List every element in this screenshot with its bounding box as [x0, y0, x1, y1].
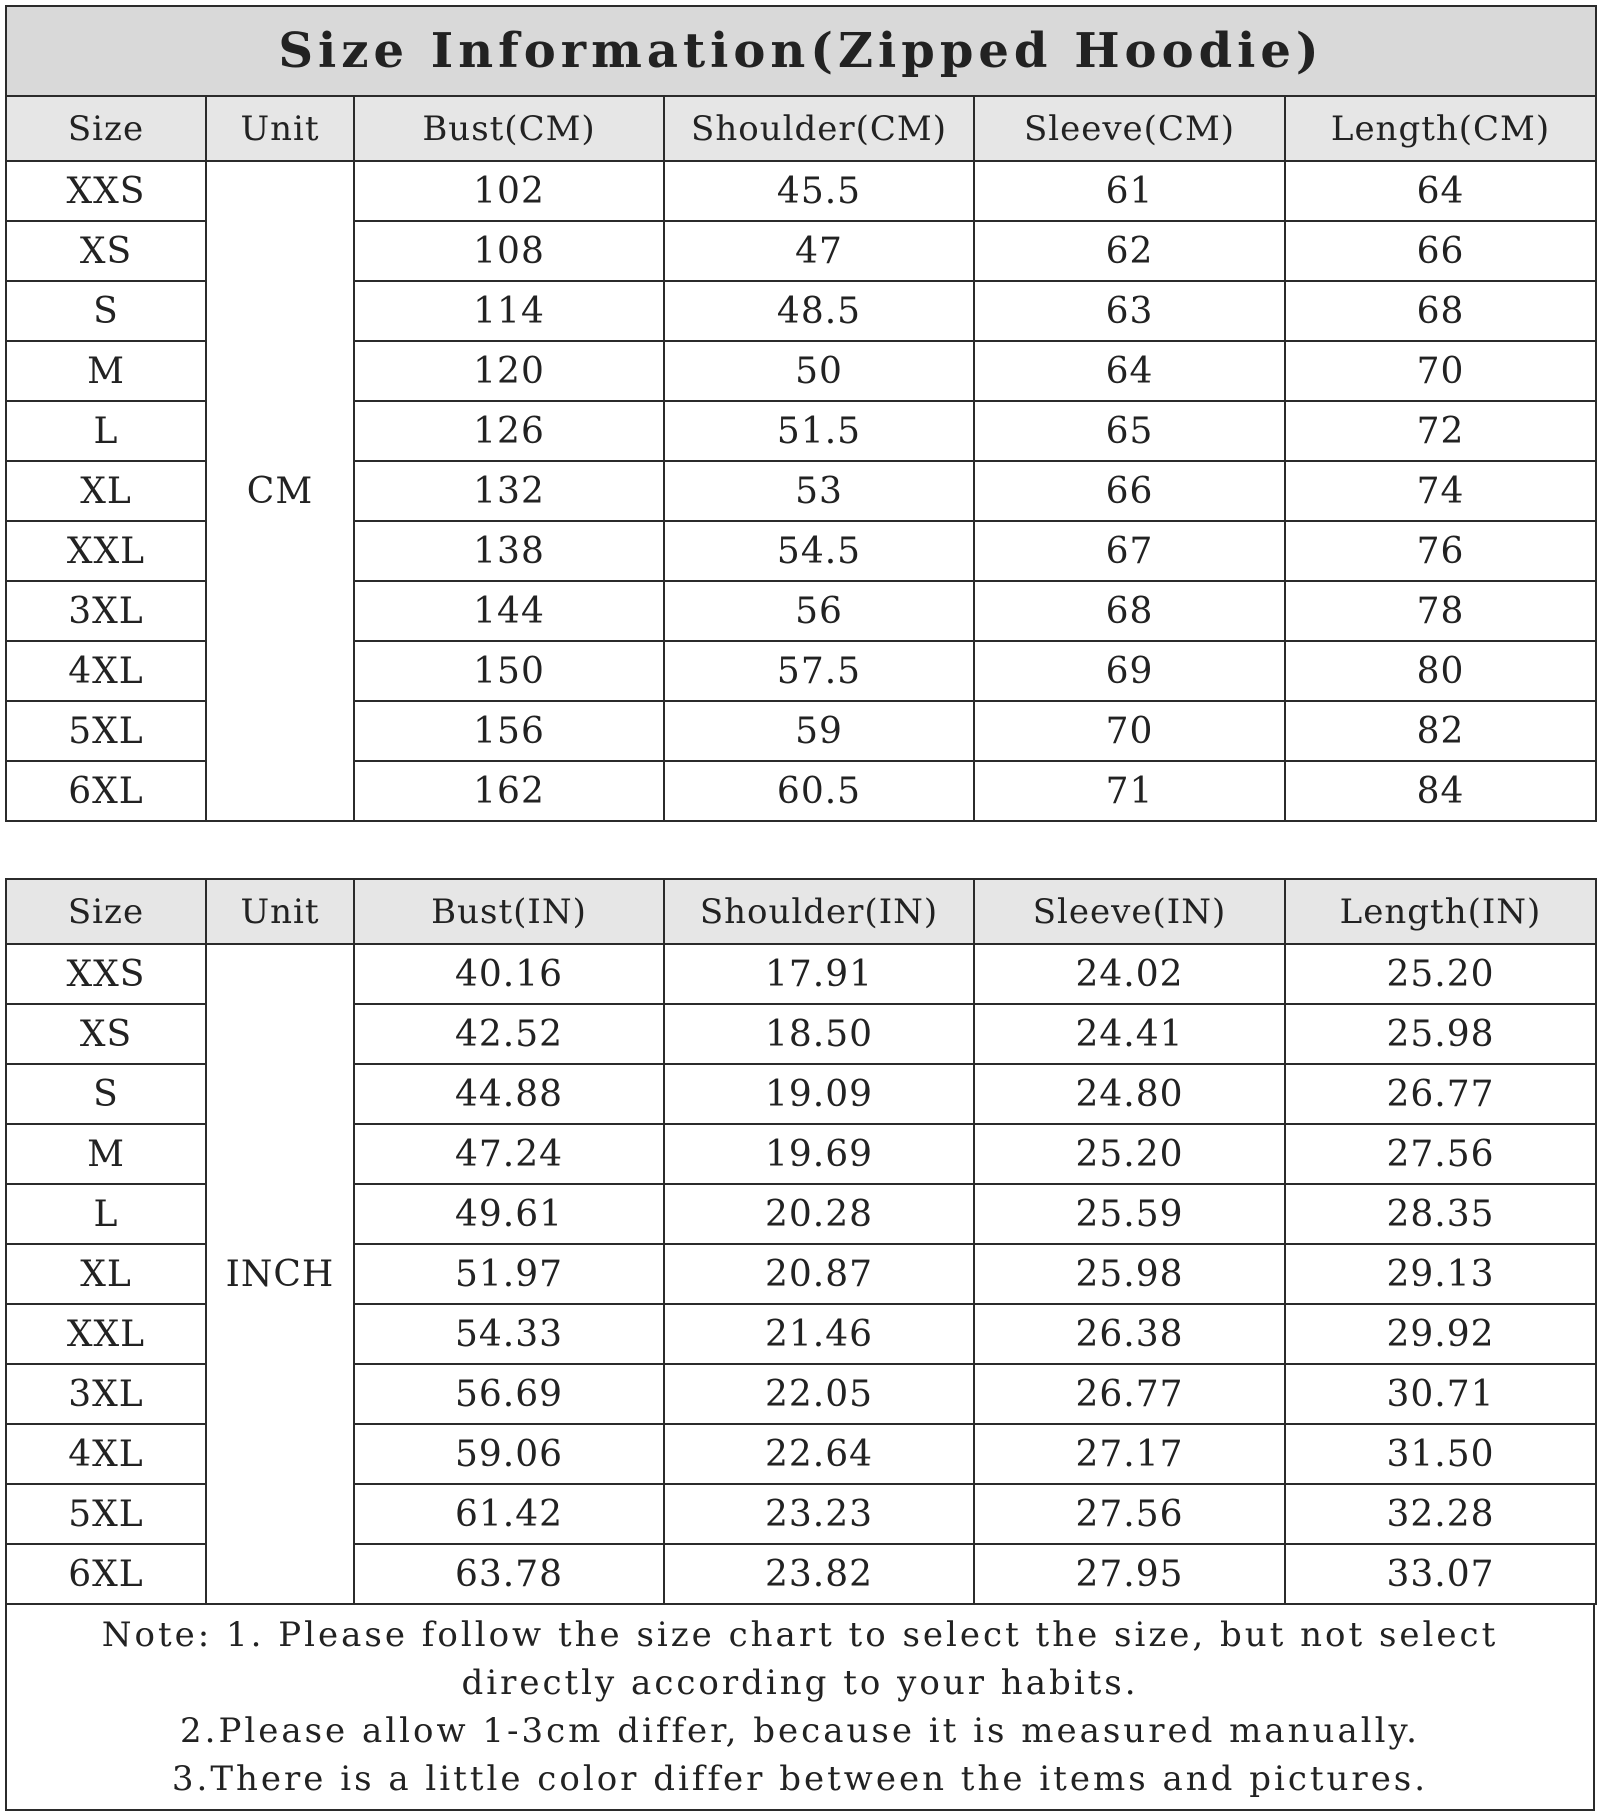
size-cell: S	[6, 1064, 206, 1124]
length-cell: 32.28	[1285, 1484, 1596, 1544]
bust-cell: 138	[354, 521, 664, 581]
inch-size-table	[5, 878, 1597, 1605]
length-cell: 80	[1285, 641, 1596, 701]
size-cell: XS	[6, 1004, 206, 1064]
size-cell: S	[6, 281, 206, 341]
size-cell: 4XL	[6, 1424, 206, 1484]
shoulder-cell: 23.82	[664, 1544, 974, 1604]
shoulder-cell: 20.28	[664, 1184, 974, 1244]
size-cell: 6XL	[6, 761, 206, 821]
column-header-size: Size	[6, 96, 206, 161]
shoulder-cell: 48.5	[664, 281, 974, 341]
shoulder-cell: 22.64	[664, 1424, 974, 1484]
bust-cell: 51.97	[354, 1244, 664, 1304]
bust-cell: 54.33	[354, 1304, 664, 1364]
sleeve-cell: 64	[974, 341, 1285, 401]
bust-cell: 162	[354, 761, 664, 821]
inch-table-body	[6, 944, 1596, 1604]
cm-table-body	[6, 161, 1596, 821]
note-line-2: 2.Please allow 1-3cm differ, because it is measured manually.	[180, 1711, 1420, 1751]
length-cell: 78	[1285, 581, 1596, 641]
table-row	[6, 161, 1596, 221]
shoulder-cell: 19.69	[664, 1124, 974, 1184]
length-cell: 29.13	[1285, 1244, 1596, 1304]
sleeve-cell: 71	[974, 761, 1285, 821]
length-cell: 72	[1285, 401, 1596, 461]
sleeve-cell: 70	[974, 701, 1285, 761]
column-header-sleeve: Sleeve(IN)	[974, 879, 1285, 944]
bust-cell: 102	[354, 161, 664, 221]
shoulder-cell: 53	[664, 461, 974, 521]
shoulder-cell: 57.5	[664, 641, 974, 701]
column-header-shoulder: Shoulder(CM)	[664, 96, 974, 161]
column-header-unit: Unit	[206, 879, 354, 944]
sleeve-cell: 67	[974, 521, 1285, 581]
size-cell: XL	[6, 461, 206, 521]
size-cell: XXS	[6, 944, 206, 1004]
shoulder-cell: 54.5	[664, 521, 974, 581]
sleeve-cell: 24.41	[974, 1004, 1285, 1064]
sleeve-cell: 69	[974, 641, 1285, 701]
length-cell: 84	[1285, 761, 1596, 821]
size-cell: 4XL	[6, 641, 206, 701]
sleeve-cell: 25.98	[974, 1244, 1285, 1304]
bust-cell: 132	[354, 461, 664, 521]
sleeve-cell: 25.59	[974, 1184, 1285, 1244]
table-title: Size Information(Zipped Hoodie)	[6, 6, 1596, 96]
size-cell: 3XL	[6, 581, 206, 641]
size-cell: XXL	[6, 1304, 206, 1364]
sleeve-cell: 66	[974, 461, 1285, 521]
sleeve-cell: 25.20	[974, 1124, 1285, 1184]
length-cell: 25.98	[1285, 1004, 1596, 1064]
length-cell: 82	[1285, 701, 1596, 761]
sleeve-cell: 27.17	[974, 1424, 1285, 1484]
size-cell: M	[6, 341, 206, 401]
cm-size-table-block	[5, 5, 1595, 822]
column-header-size: Size	[6, 879, 206, 944]
column-header-length: Length(IN)	[1285, 879, 1596, 944]
shoulder-cell: 56	[664, 581, 974, 641]
length-cell: 70	[1285, 341, 1596, 401]
shoulder-cell: 17.91	[664, 944, 974, 1004]
sleeve-cell: 27.95	[974, 1544, 1285, 1604]
sleeve-cell: 26.77	[974, 1364, 1285, 1424]
column-header-bust: Bust(IN)	[354, 879, 664, 944]
shoulder-cell: 23.23	[664, 1484, 974, 1544]
length-cell: 76	[1285, 521, 1596, 581]
size-cell: 3XL	[6, 1364, 206, 1424]
shoulder-cell: 47	[664, 221, 974, 281]
bust-cell: 150	[354, 641, 664, 701]
bust-cell: 40.16	[354, 944, 664, 1004]
shoulder-cell: 18.50	[664, 1004, 974, 1064]
length-cell: 31.50	[1285, 1424, 1596, 1484]
sleeve-cell: 63	[974, 281, 1285, 341]
size-cell: 5XL	[6, 701, 206, 761]
sleeve-cell: 62	[974, 221, 1285, 281]
length-cell: 30.71	[1285, 1364, 1596, 1424]
bust-cell: 144	[354, 581, 664, 641]
size-cell: XL	[6, 1244, 206, 1304]
bust-cell: 61.42	[354, 1484, 664, 1544]
length-cell: 27.56	[1285, 1124, 1596, 1184]
bust-cell: 126	[354, 401, 664, 461]
length-cell: 33.07	[1285, 1544, 1596, 1604]
length-cell: 68	[1285, 281, 1596, 341]
bust-cell: 63.78	[354, 1544, 664, 1604]
size-cell: M	[6, 1124, 206, 1184]
bust-cell: 59.06	[354, 1424, 664, 1484]
length-cell: 26.77	[1285, 1064, 1596, 1124]
length-cell: 29.92	[1285, 1304, 1596, 1364]
unit-cell: CM	[206, 161, 354, 821]
sleeve-cell: 26.38	[974, 1304, 1285, 1364]
length-cell: 28.35	[1285, 1184, 1596, 1244]
inch-header-row	[6, 879, 1596, 944]
length-cell: 66	[1285, 221, 1596, 281]
length-cell: 64	[1285, 161, 1596, 221]
cm-size-table	[5, 5, 1597, 822]
bust-cell: 156	[354, 701, 664, 761]
bust-cell: 47.24	[354, 1124, 664, 1184]
length-cell: 74	[1285, 461, 1596, 521]
shoulder-cell: 59	[664, 701, 974, 761]
size-cell: L	[6, 401, 206, 461]
shoulder-cell: 45.5	[664, 161, 974, 221]
shoulder-cell: 60.5	[664, 761, 974, 821]
size-cell: XXS	[6, 161, 206, 221]
bust-cell: 108	[354, 221, 664, 281]
column-header-unit: Unit	[206, 96, 354, 161]
bust-cell: 114	[354, 281, 664, 341]
sleeve-cell: 65	[974, 401, 1285, 461]
sleeve-cell: 24.80	[974, 1064, 1285, 1124]
inch-size-table-block	[5, 878, 1595, 1811]
column-header-shoulder: Shoulder(IN)	[664, 879, 974, 944]
length-cell: 25.20	[1285, 944, 1596, 1004]
bust-cell: 44.88	[354, 1064, 664, 1124]
shoulder-cell: 20.87	[664, 1244, 974, 1304]
shoulder-cell: 51.5	[664, 401, 974, 461]
size-cell: 5XL	[6, 1484, 206, 1544]
shoulder-cell: 22.05	[664, 1364, 974, 1424]
size-cell: XS	[6, 221, 206, 281]
bust-cell: 42.52	[354, 1004, 664, 1064]
column-header-bust: Bust(CM)	[354, 96, 664, 161]
table-row	[6, 944, 1596, 1004]
shoulder-cell: 50	[664, 341, 974, 401]
sleeve-cell: 27.56	[974, 1484, 1285, 1544]
column-header-length: Length(CM)	[1285, 96, 1596, 161]
sleeve-cell: 68	[974, 581, 1285, 641]
shoulder-cell: 19.09	[664, 1064, 974, 1124]
size-cell: L	[6, 1184, 206, 1244]
bust-cell: 49.61	[354, 1184, 664, 1244]
size-cell: 6XL	[6, 1544, 206, 1604]
bust-cell: 120	[354, 341, 664, 401]
column-header-sleeve: Sleeve(CM)	[974, 96, 1285, 161]
size-cell: XXL	[6, 521, 206, 581]
note-line-1: Note: 1. Please follow the size chart to select the size, but not select directly according to your habits.	[101, 1615, 1499, 1703]
sleeve-cell: 24.02	[974, 944, 1285, 1004]
notes-section	[5, 1605, 1595, 1811]
sleeve-cell: 61	[974, 161, 1285, 221]
shoulder-cell: 21.46	[664, 1304, 974, 1364]
unit-cell: INCH	[206, 944, 354, 1604]
cm-header-row	[6, 96, 1596, 161]
note-line-3: 3.There is a little color differ between the items and pictures.	[171, 1759, 1429, 1799]
bust-cell: 56.69	[354, 1364, 664, 1424]
